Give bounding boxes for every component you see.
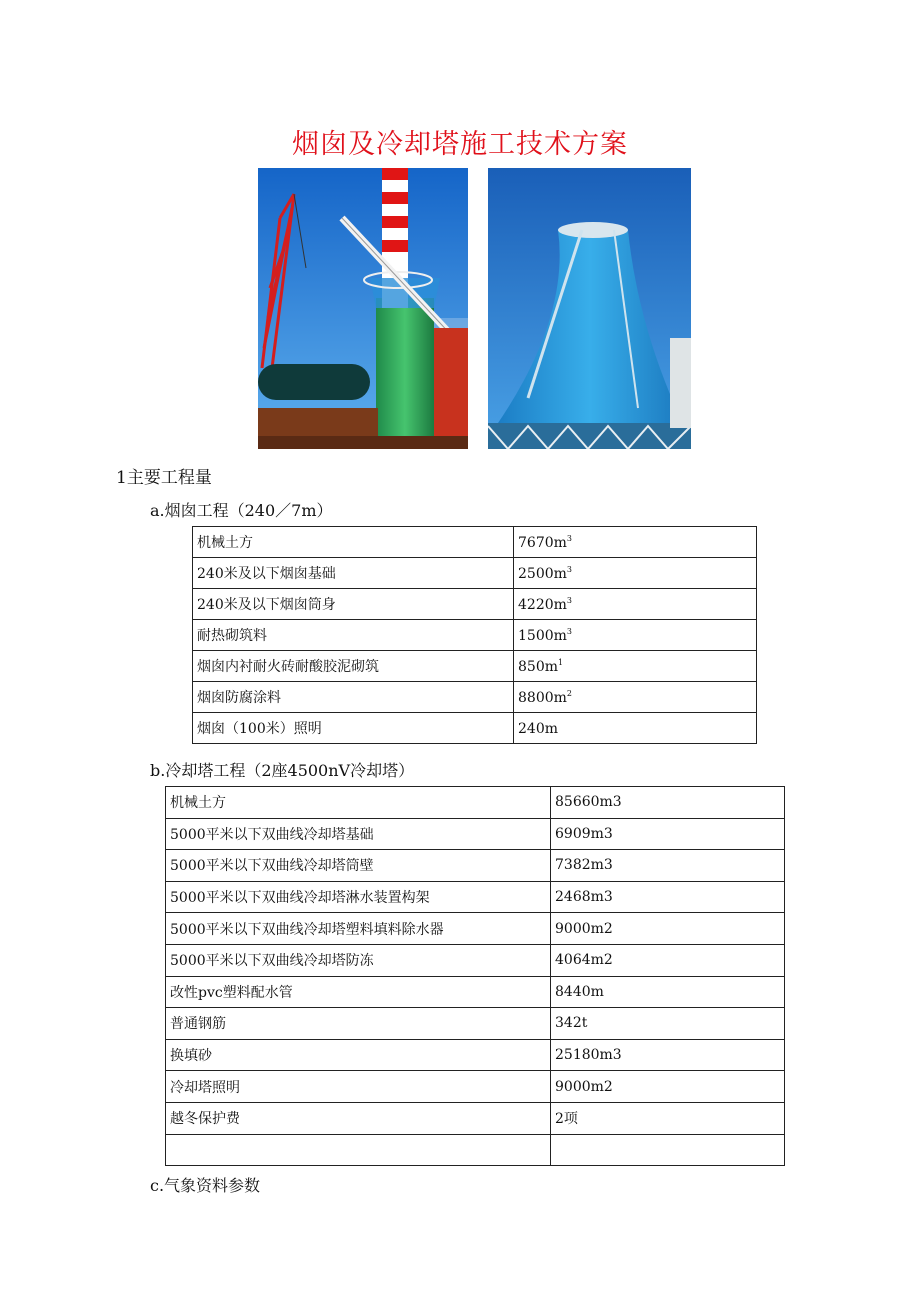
item-cell: 改性pvc塑料配水管 — [166, 976, 551, 1008]
item-cell: 烟囱防腐涂料 — [193, 682, 514, 713]
item-cell: 5000平米以下双曲线冷却塔基础 — [166, 818, 551, 850]
chimney-section-heading: a.烟囱工程（240／7m） — [150, 501, 333, 520]
item-cell: 240米及以下烟囱筒身 — [193, 589, 514, 620]
table-row — [193, 682, 757, 713]
item-cell: 换填砂 — [166, 1039, 551, 1071]
table-row — [166, 1008, 785, 1040]
table-row — [193, 527, 757, 558]
cooling-tower-quantities-table — [165, 786, 785, 1166]
table-row — [193, 620, 757, 651]
table-row — [166, 1134, 785, 1166]
value-cell — [551, 1134, 785, 1166]
value-cell: 6909m3 — [551, 818, 785, 850]
table-row — [166, 850, 785, 882]
item-cell: 普通钢筋 — [166, 1008, 551, 1040]
item-cell: 耐热砌筑料 — [193, 620, 514, 651]
table-row — [166, 818, 785, 850]
value-cell: $7670m^3$ — [514, 527, 757, 558]
value-cell: 4064m2 — [551, 944, 785, 976]
table-row — [166, 1071, 785, 1103]
table-row — [166, 787, 785, 819]
item-cell — [166, 1134, 551, 1166]
value-cell: 2468m3 — [551, 881, 785, 913]
value-cell: 85660m3 — [551, 787, 785, 819]
cooling-tower-section-heading: b.冷却塔工程（2座4500nV冷却塔） — [150, 761, 415, 780]
table-row — [193, 558, 757, 589]
item-cell: 5000平米以下双曲线冷却塔防冻 — [166, 944, 551, 976]
table-row — [166, 913, 785, 945]
item-cell: 烟囱（100米）照明 — [193, 713, 514, 744]
item-cell: 冷却塔照明 — [166, 1071, 551, 1103]
item-cell: 5000平米以下双曲线冷却塔淋水装置构架 — [166, 881, 551, 913]
table-row — [193, 589, 757, 620]
chimney-construction-photo — [258, 168, 468, 449]
cooling-tower-photo — [488, 168, 691, 449]
table-row — [166, 881, 785, 913]
value-cell: 2项 — [551, 1102, 785, 1134]
value-cell: 25180m3 — [551, 1039, 785, 1071]
value-cell: $850m^1$ — [514, 651, 757, 682]
table-row — [193, 651, 757, 682]
value-cell: 9000m2 — [551, 913, 785, 945]
value-cell: $1500m^3$ — [514, 620, 757, 651]
table-row — [166, 976, 785, 1008]
value-cell: 240m — [514, 713, 757, 744]
value-cell: 342t — [551, 1008, 785, 1040]
page-title: 烟囱及冷却塔施工技术方案 — [292, 129, 628, 160]
chimney-quantities-table — [192, 526, 757, 744]
table-row — [166, 1102, 785, 1134]
item-cell: 机械土方 — [193, 527, 514, 558]
table-row — [166, 944, 785, 976]
value-cell: $4220m^3$ — [514, 589, 757, 620]
item-cell: 5000平米以下双曲线冷却塔筒壁 — [166, 850, 551, 882]
section-heading-quantities: 1主要工程量 — [116, 468, 212, 488]
item-cell: 机械土方 — [166, 787, 551, 819]
item-cell: 越冬保护费 — [166, 1102, 551, 1134]
value-cell: 7382m3 — [551, 850, 785, 882]
value-cell: $8800m^2$ — [514, 682, 757, 713]
value-cell: 9000m2 — [551, 1071, 785, 1103]
table-row — [193, 713, 757, 744]
item-cell: 240米及以下烟囱基础 — [193, 558, 514, 589]
item-cell: 5000平米以下双曲线冷却塔塑料填料除水器 — [166, 913, 551, 945]
table-row — [166, 1039, 785, 1071]
weather-section-heading: c.气象资料参数 — [150, 1176, 261, 1195]
value-cell: $2500m^3$ — [514, 558, 757, 589]
item-cell: 烟囱内衬耐火砖耐酸胶泥砌筑 — [193, 651, 514, 682]
value-cell: 8440m — [551, 976, 785, 1008]
